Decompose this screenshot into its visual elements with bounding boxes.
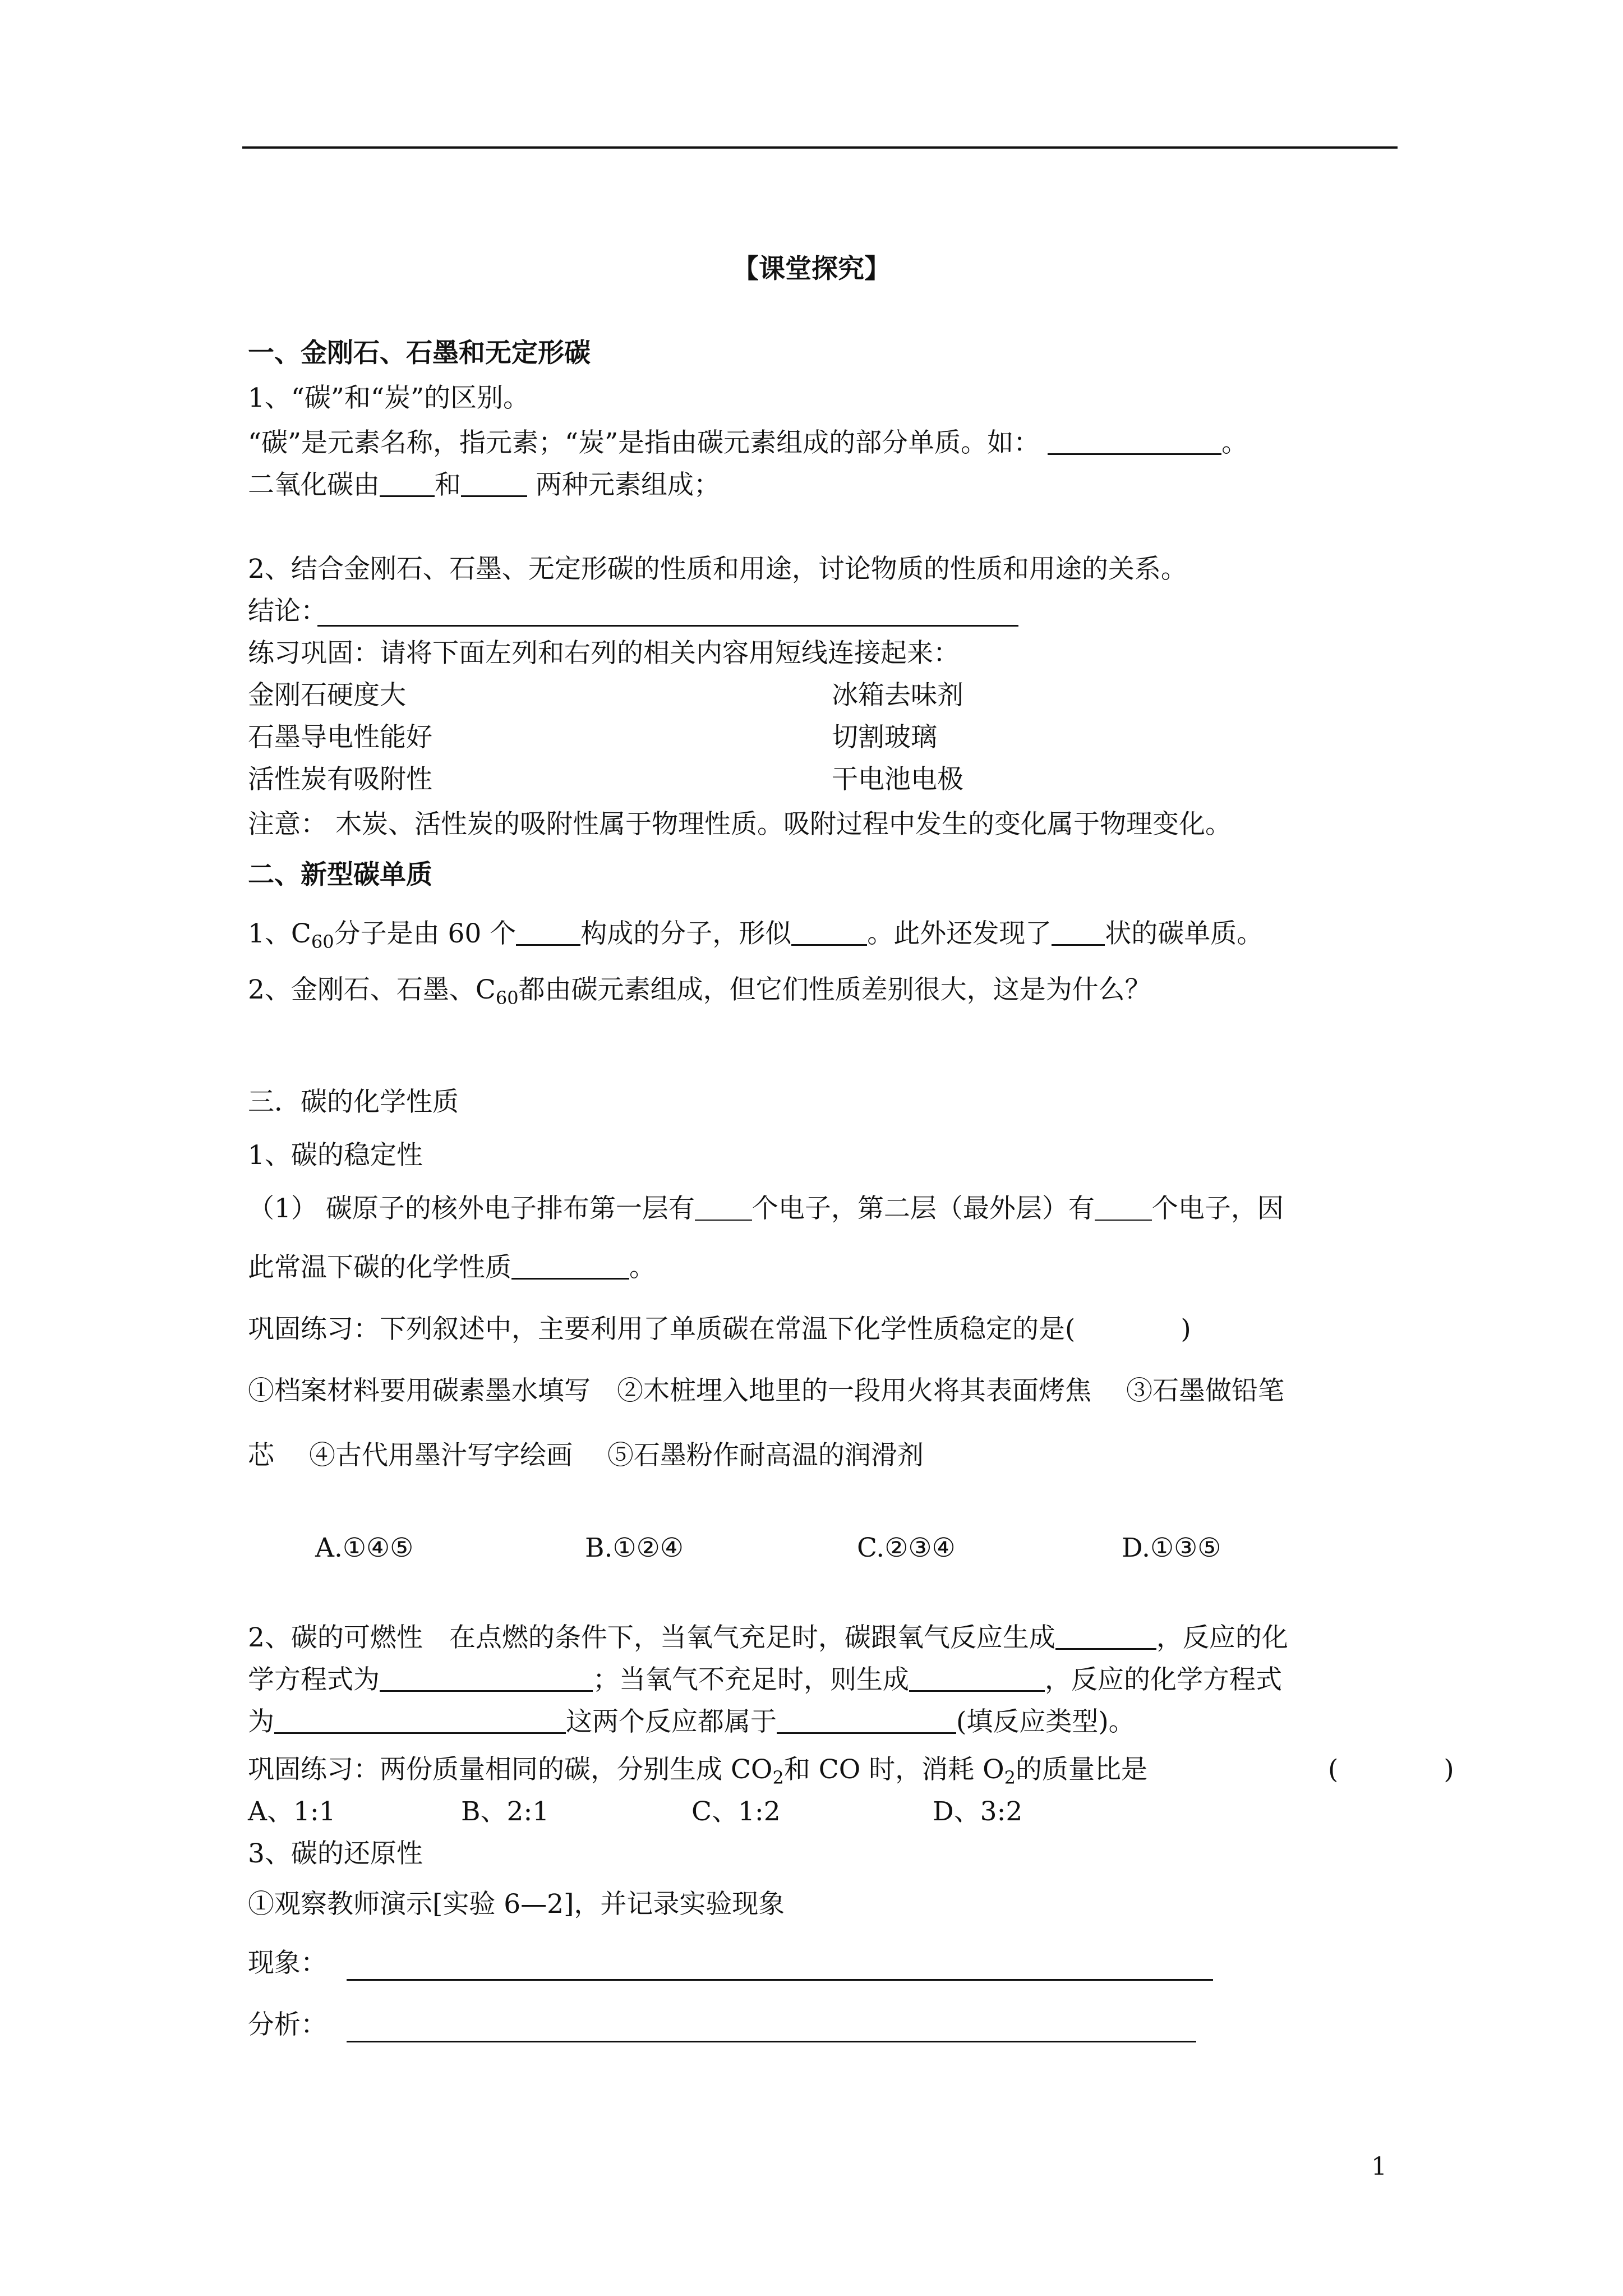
analysis-label: 分析： (248, 2009, 327, 2040)
analysis-answer-line[interactable] (347, 2041, 1196, 2042)
blank-equation-2[interactable] (274, 1706, 566, 1734)
exercise-2-answer-bracket[interactable]: ( ) (1328, 1754, 1454, 1785)
blank-example[interactable] (1048, 427, 1221, 455)
blank-shape[interactable] (791, 918, 867, 946)
question-1-2: 2、结合金刚石、石墨、无定形碳的性质和用途，讨论物质的性质和用途的关系。 (248, 554, 1187, 585)
exercise-1-option-a[interactable]: A.①④⑤ (315, 1533, 414, 1563)
exercise-1-option-d[interactable]: D.①③⑤ (1122, 1533, 1221, 1563)
combustion-line-2: 学方程式为 ；当氧气不充足时，则生成 ，反应的化学方程式 (248, 1664, 1282, 1695)
exercise-2-option-a[interactable]: A、1:1 (248, 1796, 336, 1827)
stability-paragraph-line-1: （1） 碳原子的核外电子排布第一层有 个电子，第二层（最外层）有 个电子，因 (248, 1193, 1284, 1224)
section-heading-2: 二、新型碳单质 (248, 859, 432, 890)
phenomenon-answer-line[interactable] (347, 1979, 1213, 1981)
co2-composition-line: 二氧化碳由 和 两种元素组成； (248, 470, 720, 500)
right-item-2[interactable]: 切割玻璃 (832, 722, 937, 753)
blank-atoms[interactable] (516, 918, 580, 946)
exercise-2-option-c[interactable]: C、1:2 (691, 1796, 781, 1827)
exercise-1-option-b[interactable]: B.①②④ (585, 1533, 684, 1563)
page-number: 1 (1371, 2152, 1387, 2181)
exercise-1-items-line-1: ①档案材料要用碳素墨水填写 ②木桩埋入地里的一段用火将其表面烤焦 ③石墨做铅笔 (248, 1375, 1284, 1406)
header-rule (242, 146, 1398, 149)
exercise-2-option-d[interactable]: D、3:2 (933, 1796, 1023, 1827)
blank-element-2[interactable] (461, 470, 527, 497)
blank-first-shell[interactable] (695, 1194, 752, 1221)
page-title: 【课堂探究】 (732, 254, 891, 284)
practice-instruction: 练习巩固：请将下面左列和右列的相关内容用短线连接起来： (248, 638, 960, 669)
blank-product-oxygen-insufficient[interactable] (909, 1664, 1045, 1692)
question-2-1: 1、$C_{60}$分子是由 60 个 构成的分子，形似 。此外还发现了 状的碳单质。 (248, 918, 1264, 953)
exercise-1-option-c[interactable]: C.②③④ (857, 1533, 956, 1563)
experiment-instruction: ①观察教师演示[实验 6—2]，并记录实验现象 (248, 1889, 785, 1920)
subheading-stability: 1、碳的稳定性 (248, 1140, 423, 1171)
section-heading-1: 一、金刚石、石墨和无定形碳 (248, 338, 591, 369)
definition-line: “碳”是元素名称，指元素；“炭”是指由碳元素组成的部分单质。如： 。 (248, 427, 1248, 458)
question-1-1: 1、“碳”和“炭”的区别。 (248, 383, 530, 413)
stability-paragraph-line-2: 此常温下碳的化学性质 。 (248, 1252, 656, 1283)
question-2-2: 2、金刚石、石墨、$C_{60}$都由碳元素组成，但它们性质差别很大，这是为什么？ (248, 974, 1151, 1009)
exercise-1-question: 巩固练习：下列叙述中，主要利用了单质碳在常温下化学性质稳定的是( ) (248, 1314, 1191, 1345)
right-item-1[interactable]: 冰箱去味剂 (832, 680, 963, 711)
conclusion-answer-line[interactable] (317, 625, 1018, 627)
subheading-reducibility: 3、碳的还原性 (248, 1838, 423, 1869)
right-item-3[interactable]: 干电池电极 (832, 764, 963, 795)
blank-product-oxygen-sufficient[interactable] (1055, 1622, 1156, 1650)
left-item-2[interactable]: 石墨导电性能好 (248, 722, 432, 753)
blank-form[interactable] (1052, 918, 1105, 946)
blank-chemical-property[interactable] (511, 1252, 629, 1280)
combustion-line-3: 为 这两个反应都属于 (填反应类型)。 (248, 1706, 1135, 1737)
left-item-3[interactable]: 活性炭有吸附性 (248, 764, 432, 795)
blank-equation-1[interactable] (380, 1664, 593, 1692)
note-text: 注意： 木炭、活性炭的吸附性属于物理性质。吸附过程中发生的变化属于物理变化。 (248, 809, 1232, 840)
exercise-2-option-b[interactable]: B、2:1 (461, 1796, 550, 1827)
blank-reaction-type[interactable] (777, 1706, 956, 1734)
left-item-1[interactable]: 金刚石硬度大 (248, 680, 406, 711)
exercise-2-question: 巩固练习：两份质量相同的碳，分别生成 $CO_2$和 CO 时，消耗 $O_2$的质量比是 (248, 1754, 1148, 1788)
phenomenon-label: 现象： (248, 1948, 327, 1978)
exercise-1-items-line-2: 芯 ④古代用墨汁写字绘画 ⑤石墨粉作耐高温的润滑剂 (248, 1440, 924, 1471)
conclusion-label: 结论： (248, 596, 327, 627)
combustion-line-1: 2、碳的可燃性 在点燃的条件下，当氧气充足时，碳跟氧气反应生成 ，反应的化 (248, 1622, 1288, 1653)
blank-outer-shell[interactable] (1095, 1194, 1152, 1221)
section-heading-3: 三．碳的化学性质 (248, 1087, 459, 1117)
blank-element-1[interactable] (380, 470, 435, 497)
